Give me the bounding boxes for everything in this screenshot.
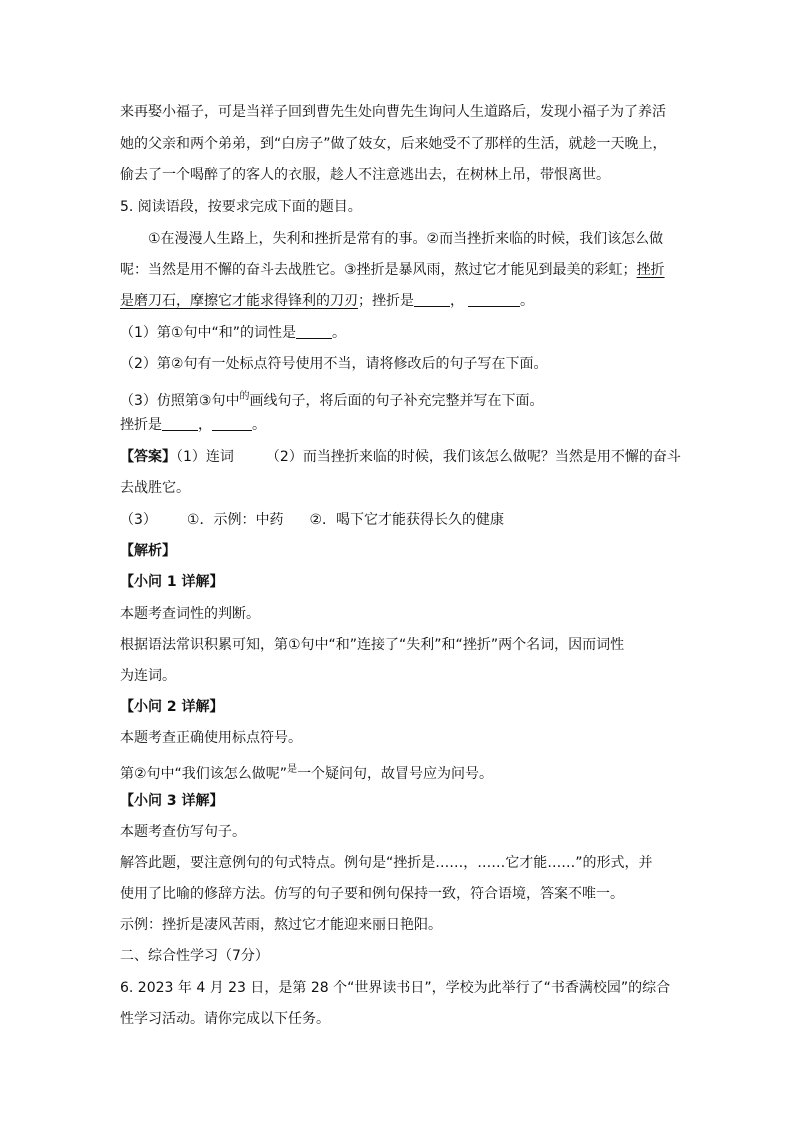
analysis-3-line-3: 使用了比喻的修辞方法。仿写的句子要和例句保持一致，符合语境，答案不唯一。 bbox=[120, 886, 624, 902]
section-2-title: 二、综合性学习（7分） bbox=[120, 948, 269, 964]
period: 。 bbox=[331, 325, 346, 341]
period: 。 bbox=[252, 417, 266, 433]
answer-label: 【答案】 bbox=[120, 449, 176, 465]
fill-line bbox=[120, 415, 266, 435]
answer-3-label: （3） bbox=[120, 512, 157, 528]
sub-question-3-text-cont: 画线句子，将后面的句子补充完整并写在下面。 bbox=[249, 393, 544, 409]
underlined-sentence-cont: 是磨刀石，摩擦它才能求得锋利的刀刃 bbox=[120, 293, 358, 309]
question-5-title: 5. 阅读语段，按要求完成下面的题目。 bbox=[120, 199, 362, 215]
passage-line-3 bbox=[120, 291, 534, 311]
small-char: 的 bbox=[239, 391, 250, 402]
period: 。 bbox=[520, 293, 534, 309]
story-line-2: 她的父亲和两个弟弟，到“白房子”做了妓女，后来她受不了那样的生活，就趁一天晚上， bbox=[120, 136, 667, 152]
passage-text: 呢：当然是用不懈的奋斗去战胜它。③挫折是暴风雨，熬过它才能见到最美的彩虹； bbox=[120, 262, 637, 278]
analysis-2-line-1: 本题考查正确使用标点符号。 bbox=[120, 730, 302, 746]
comma: ， bbox=[198, 417, 212, 433]
answer-line-3 bbox=[120, 510, 504, 530]
analysis-label: 【解析】 bbox=[120, 543, 176, 559]
analysis-3-line-4: 示例：挫折是凄风苦雨，熬过它才能迎来丽日艳阳。 bbox=[120, 917, 442, 933]
answer-line-2: 去战胜它。 bbox=[120, 480, 190, 496]
analysis-3-line-2: 解答此题，要注意例句的句式特点。例句是“挫折是……，……它才能……”的形式，并 bbox=[120, 855, 653, 871]
question-6-line-2: 性学习活动。请你完成以下任务。 bbox=[120, 1011, 330, 1027]
sub-question-1-heading: 【小问 1 详解】 bbox=[120, 574, 224, 590]
story-line-3: 偷去了一个喝醉了的客人的衣服，趁人不注意逃出去，在树林上吊，带恨离世。 bbox=[120, 167, 610, 183]
analysis-3-line-1: 本题考查仿写句子。 bbox=[120, 824, 246, 840]
fill-blank[interactable] bbox=[414, 292, 450, 307]
analysis-1-line-3: 为连词。 bbox=[120, 668, 176, 684]
answer-2: （2）而当挫折来临的时候，我们该怎么做呢？当然是用不懈的奋斗 bbox=[265, 449, 681, 465]
analysis-2-line-2 bbox=[120, 760, 493, 784]
passage-line-1: ①在漫漫人生路上，失利和挫折是常有的事。②而当挫折来临的时候，我们该怎么做 bbox=[148, 231, 664, 247]
analysis-1-line-2: 根据语法常识积累可知，第①句中“和”连接了“失利”和“挫折”两个名词，因而词性 bbox=[120, 637, 625, 653]
fill-prefix: 挫折是 bbox=[120, 417, 162, 433]
analysis-2-text-cont: 一个疑问句，故冒号应为问号。 bbox=[297, 766, 494, 782]
fill-blank[interactable] bbox=[162, 416, 198, 431]
sub-question-3-text: （3）仿照第③句中 bbox=[120, 393, 240, 409]
sub-question-1 bbox=[120, 323, 346, 343]
answer-3-part-2: ②．喝下它才能获得长久的健康 bbox=[309, 512, 505, 528]
sub-question-3-heading: 【小问 3 详解】 bbox=[120, 793, 224, 809]
sub-question-3 bbox=[120, 387, 543, 411]
answer-line-1 bbox=[120, 447, 681, 467]
fill-blank[interactable] bbox=[468, 292, 520, 307]
story-line-1: 来再娶小福子，可是当祥子回到曹先生处向曹先生询问人生道路后，发现小福子为了养活 bbox=[120, 104, 666, 120]
sub-question-1-text: （1）第①句中“和”的词性是 bbox=[120, 325, 296, 341]
fill-blank[interactable] bbox=[296, 324, 332, 339]
passage-line-2 bbox=[120, 260, 665, 280]
question-6-line-1: 6. 2023 年 4 月 23 日，是第 28 个“世界读书日”，学校为此举行了“书香满校园”的综合 bbox=[120, 980, 671, 996]
sub-question-2-heading: 【小问 2 详解】 bbox=[120, 699, 224, 715]
small-char: 是 bbox=[287, 764, 298, 775]
fill-blank[interactable] bbox=[212, 416, 252, 431]
answer-3-part-1: ①．示例：中药 bbox=[186, 512, 284, 528]
analysis-2-text: 第②句中“我们该怎么做呢” bbox=[120, 766, 288, 782]
comma: ， bbox=[450, 293, 464, 309]
answer-1: （1）连词 bbox=[176, 449, 234, 465]
analysis-1-line-1: 本题考查词性的判断。 bbox=[120, 606, 260, 622]
underlined-sentence: 挫折 bbox=[636, 262, 665, 278]
passage-tail: ；挫折是 bbox=[358, 293, 414, 309]
sub-question-2: （2）第②句有一处标点符号使用不当，请将修改后的句子写在下面。 bbox=[120, 356, 548, 372]
